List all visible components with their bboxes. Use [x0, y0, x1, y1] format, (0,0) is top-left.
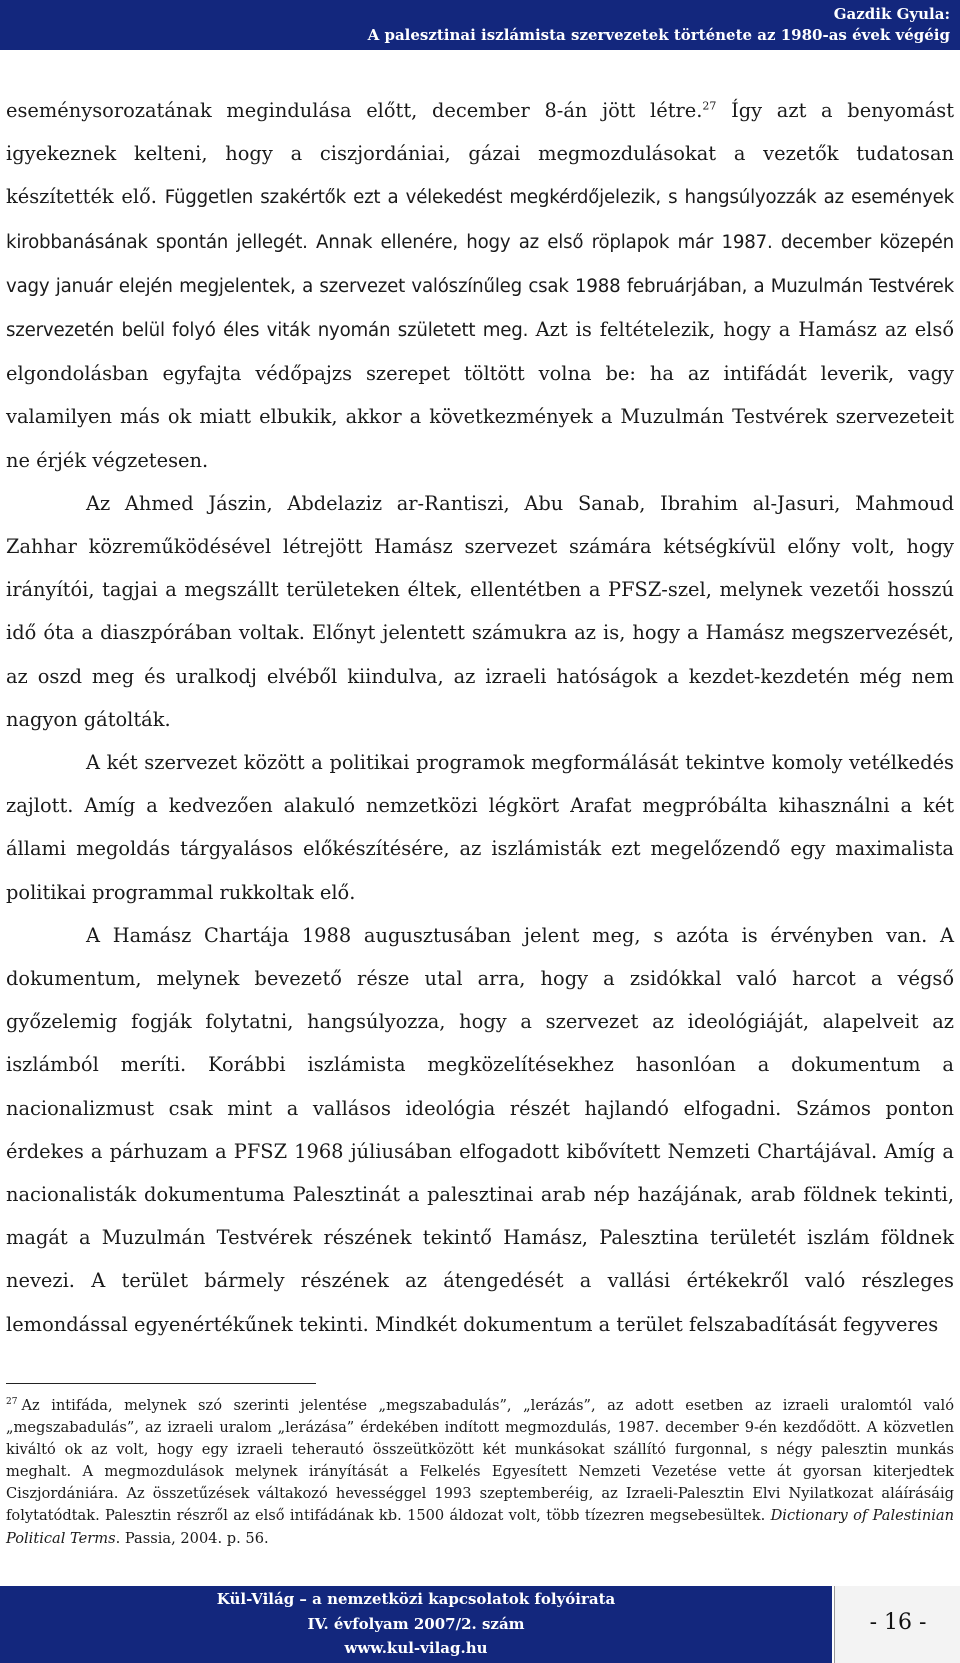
footnote-source-title: Dictionary of Palestinian Political Terms — [6, 1507, 954, 1547]
footnote-reference[interactable]: 27 — [702, 99, 717, 113]
paragraph-1-start: eseménysorozatának megindulása előtt, december 8-án jött létre. — [6, 99, 703, 122]
article-body — [6, 89, 954, 1346]
footer-issue: IV. évfolyam 2007/2. szám — [307, 1615, 525, 1633]
footnote-number: 27 — [6, 1397, 18, 1408]
paragraph-1-end: Azt is feltételezik, hogy a Hamász az első elgondolásban egyfajta védőpajzs szerepet töltött volna be: ha az intifádát leverik, vagy valamilyen más ok miatt elbukik, akkor a következmények a Muzulmán Testvérek szervezeteit ne érjék végzetesen. — [6, 318, 954, 472]
footer-url-link[interactable]: www.kul-vilag.hu — [344, 1639, 488, 1657]
page-number: - 16 - — [869, 1610, 927, 1635]
paragraph-4: A Hamász Chartája 1988 augusztusában jelent meg, s azóta is érvényben van. A dokumentum, melynek bevezető része utal arra, hogy a zsidókkal való harcot a végső győzelemig fogják folytatni, hangsúlyozza, hogy a szervezet az ideológiáját, alapelveit az iszlámból meríti. Korábbi iszlámista megközelítésekhez hasonlóan a dokumentum a nacionalizmust csak mint a vallásos ideológia részét hajlandó elfogadni. Számos ponton érdekes a párhuzam a PFSZ 1968 júliusában elfogadott kibővített Nemzeti Chartájával. Amíg a nacionalisták dokumentuma Palesztinát a palesztinai arab nép hazájának, arab földnek tekinti, magát a Muzulmán Testvérek részének tekintő Hamász, Palesztina területét iszlám földnek nevezi. A terület bármely részének az átengedését a vallási értékekről való részleges lemondással egyenértékűnek tekinti. Mindkét dokumentum a terület felszabadítását fegyveres — [6, 923, 954, 1336]
header-title: A palesztinai iszlámista szervezetek története az 1980-as évek végéig — [367, 26, 950, 44]
header-author: Gazdik Gyula: — [833, 5, 950, 23]
paragraph-3: A két szervezet között a politikai programok megformálását tekintve komoly vetélkedés zajlott. Amíg a kedvezően alakuló nemzetközi légkört Arafat megpróbálta kihasználni a két állami megoldás tárgyalásos előkészítésére, az iszlámisták ezt megelőzendő egy maximalista politikai programmal rukkoltak elő. — [6, 751, 954, 904]
page-number-box — [834, 1586, 960, 1663]
footnote-text: Az intifáda, melynek szó szerinti jelentése „megszabadulás”, „lerázás”, az adott esetben az izraeli uralomtól való „megszabadulás”, az izraeli uralom „lerázása” érdekében indított megmozdulás, 1987. december 9-én kezdődött. A közvetlen kiváltó ok az volt, hogy egy izraeli teherautó összeütközött két munkásokat szállító furgonnal, s négy palesztin munkás meghalt. A megmozdulások melynek irányítását a Felkelés Egyesített Nemzeti Vezetése vette át gyorsan kiterjedtek Ciszjordániára. Az összetűzések váltakozó hevességgel 1993 szeptemberéig, az Izraeli-Palesztin Elvi Nyilatkozat aláírásáig folytatódtak. Palesztin részről az első intifádának kb. 1500 áldozat volt, több tízezren megsebesültek. — [6, 1397, 954, 1525]
page-footer — [0, 1586, 832, 1663]
paragraph-1-sans-segment: Független szakértők ezt a vélekedést megkérdőjelezik, s hangsúlyozzák az események kirobbanásának spontán jellegét. Annak ellenére, hogy az első röplapok már 1987. december közepén vagy január elején megjelentek, a szervezet valószínűleg csak 1988 februárjában, a Muzulmán Testvérek szervezetén belül folyó éles viták nyomán született meg. — [6, 187, 955, 342]
paragraph-2: Az Ahmed Jászin, Abdelaziz ar-Rantiszi, Abu Sanab, Ibrahim al-Jasuri, Mahmoud Zahhar közreműködésével létrejött Hamász szervezet számára kétségkívül előny volt, hogy irányítói, tagjai a megszállt területeken éltek, ellentétben a PFSZ-szel, melynek vezetői hosszú idő óta a diaszpórában voltak. Előnyt jelentett számukra az is, hogy a Hamász megszervezését, az oszd meg és uralkodj elvéből kiindulva, az izraeli hatóságok a kezdet-kezdetén még nem nagyon gátolták. — [6, 491, 954, 731]
page-header — [0, 0, 960, 50]
footer-journal-name: Kül-Világ – a nemzetközi kapcsolatok folyóirata — [216, 1590, 616, 1608]
paragraph-1 — [6, 89, 954, 482]
footnote-divider — [6, 1383, 316, 1384]
footnote-27 — [6, 1395, 954, 1550]
footnote-source-rest: . Passia, 2004. p. 56. — [115, 1529, 269, 1547]
paragraph-1-continued: Így azt a benyomást igyekeznek kelteni, hogy a ciszjordániai, gázai megmozdulásokat a vezetők tudatosan készítették elő. — [6, 99, 954, 209]
